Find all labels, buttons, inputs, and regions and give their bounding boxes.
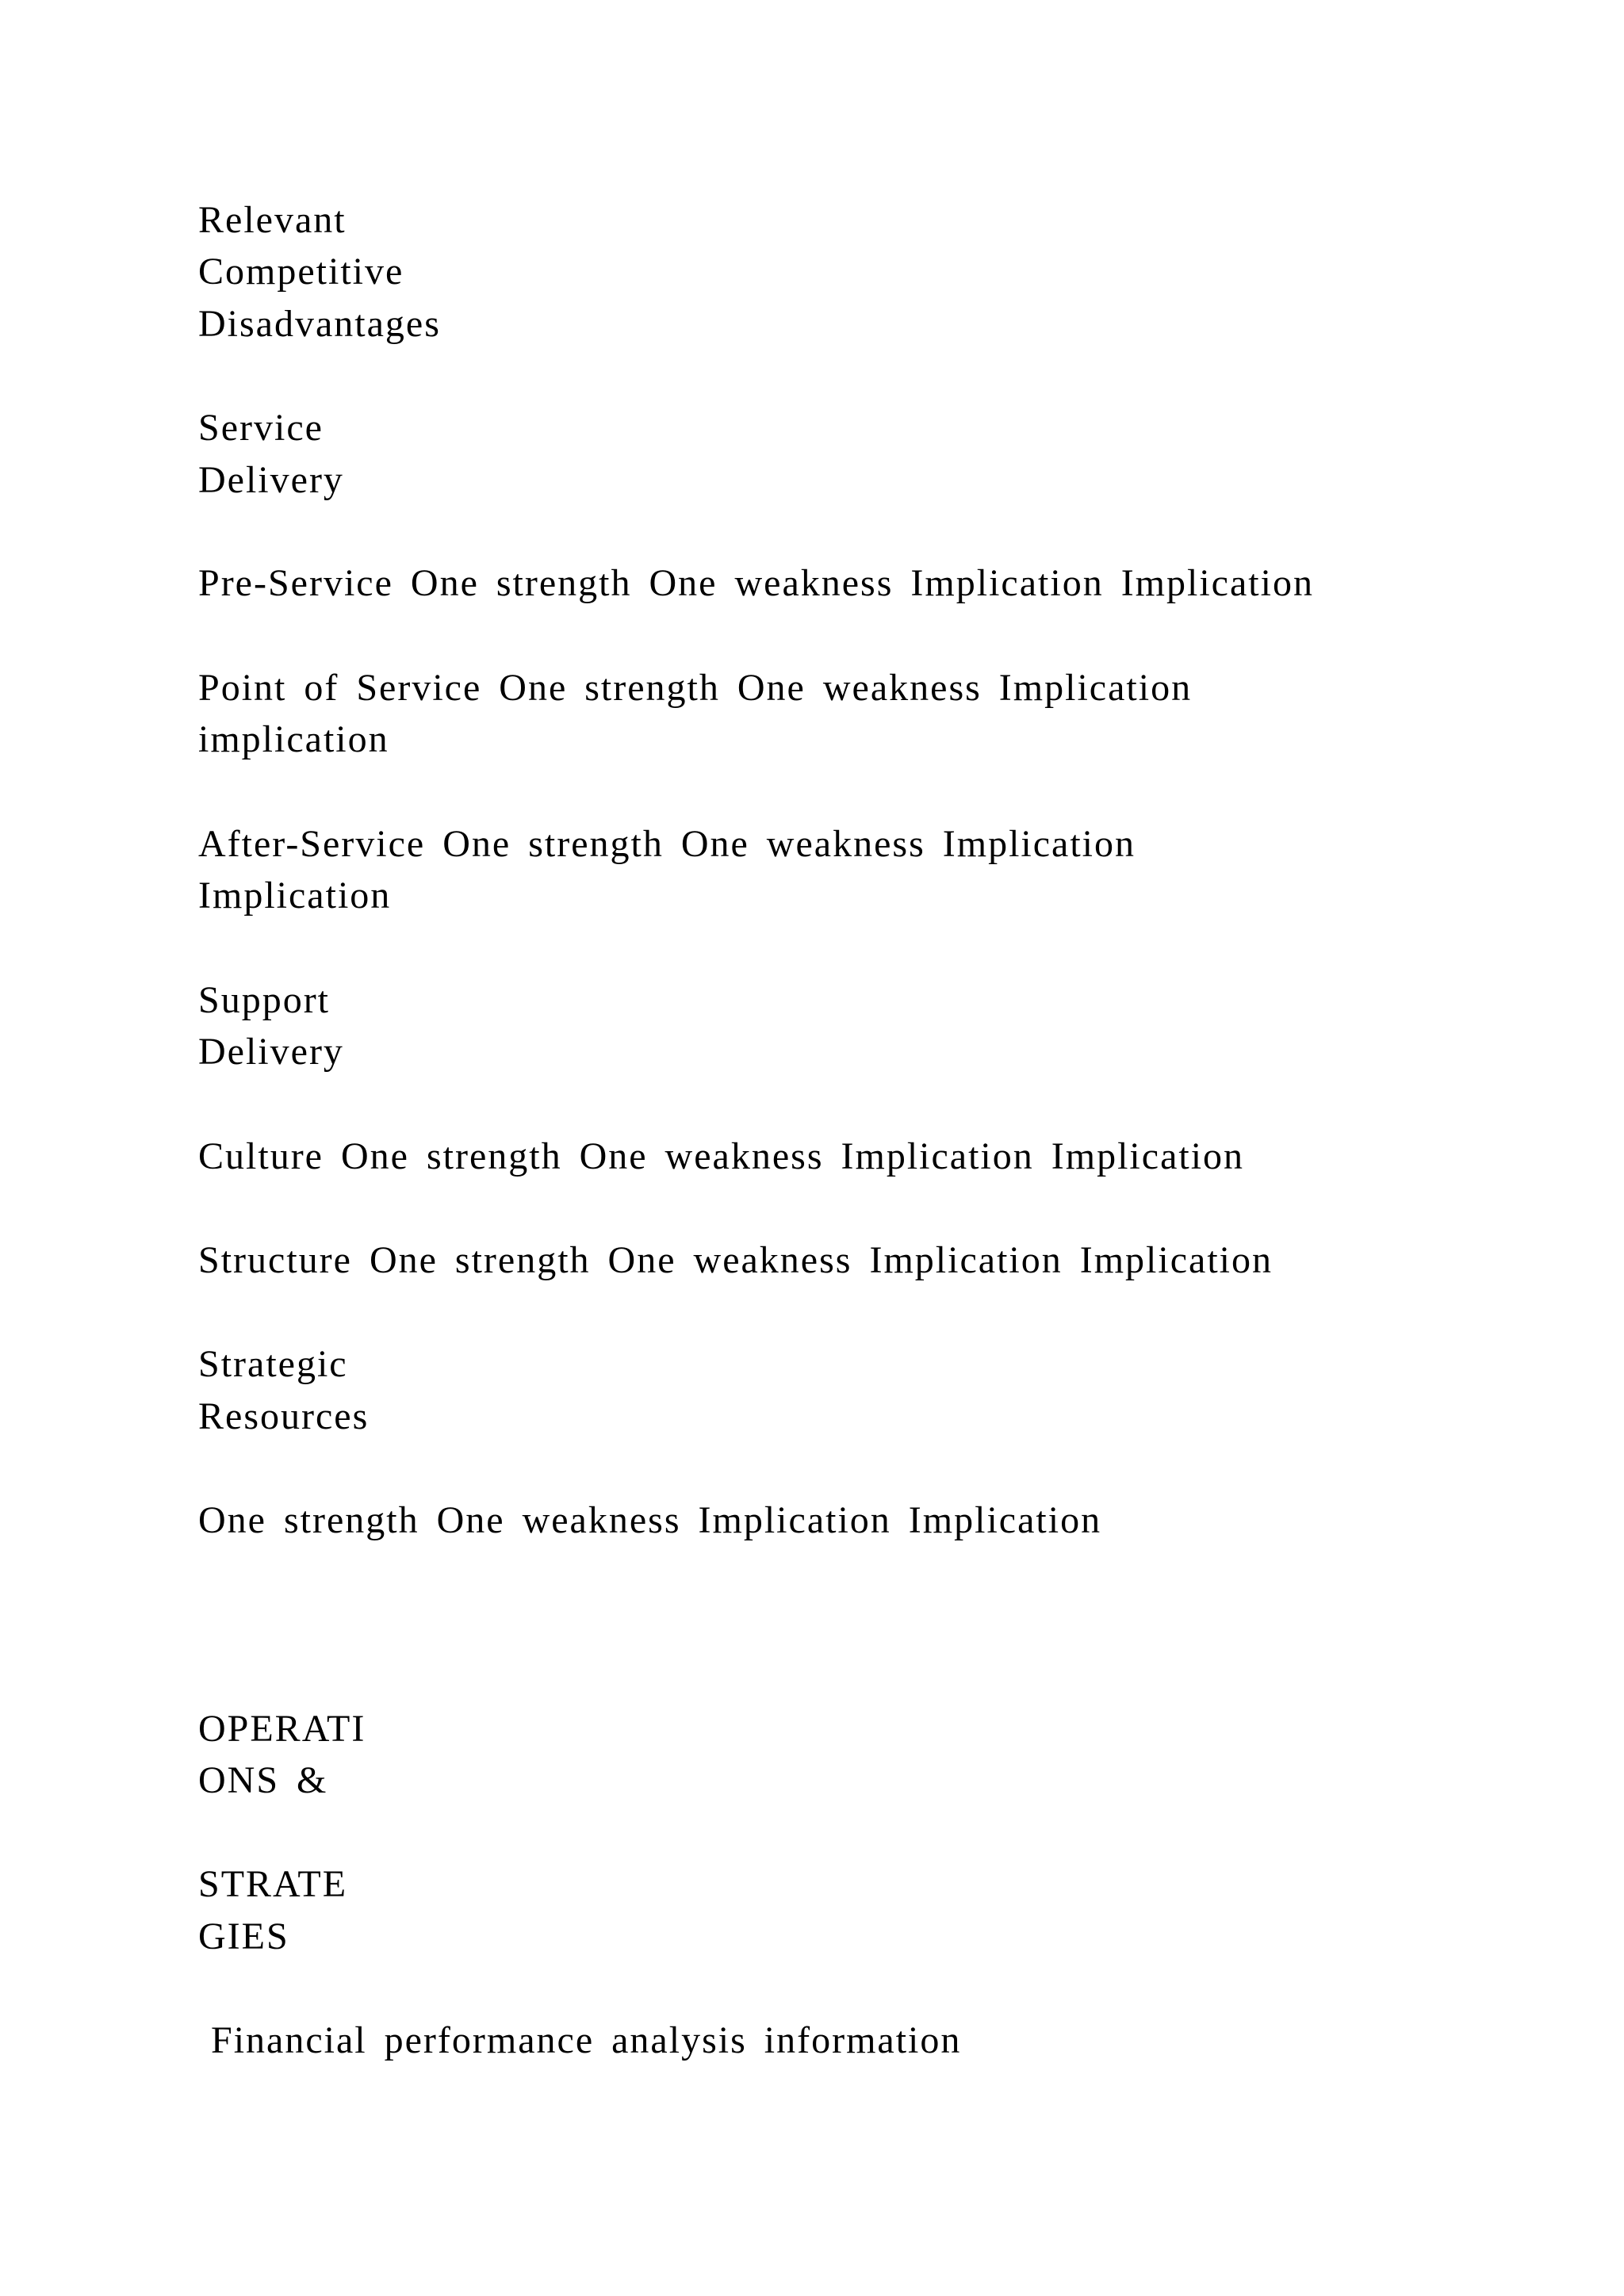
text-line: Support [198,979,331,1021]
text-line: Competitive [198,251,404,293]
text-line: Relevant [198,199,347,241]
text-line: OPERATI [198,1708,366,1750]
text-line: Service [198,407,324,449]
text-line: After-Service One strength One weakness Implication [198,823,1136,865]
text-line: Pre-Service One strength One weakness Implication Implication [198,562,1314,604]
text-line: One strength One weakness Implication Implication [198,1499,1102,1541]
text-line: GIES [198,1915,289,1957]
text-line: Resources [198,1395,370,1437]
text-line: Delivery [198,1031,344,1073]
text-line: Point of Service One strength One weakness Implication [198,667,1193,709]
text-line: Financial performance analysis information [211,2019,962,2061]
text-line: STRATE [198,1863,348,1905]
text-line: Implication [198,874,392,916]
text-line: Culture One strength One weakness Implication Implication [198,1135,1245,1177]
text-line: Delivery [198,459,344,501]
text-line: Strategic [198,1343,348,1385]
text-line: implication [198,718,389,760]
text-line: Disadvantages [198,303,441,345]
text-line: Structure One strength One weakness Implication Implication [198,1239,1274,1281]
text-line: ONS & [198,1759,328,1801]
